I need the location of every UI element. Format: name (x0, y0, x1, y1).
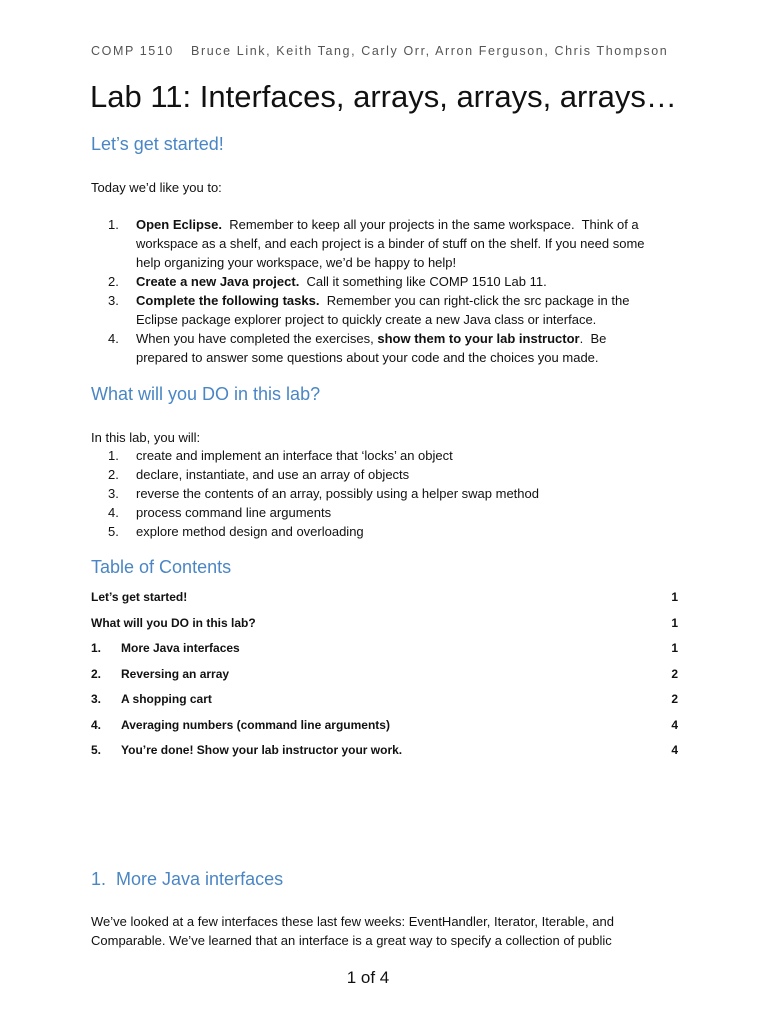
course-code: COMP 1510 (91, 44, 174, 58)
list-item: 3. Complete the following tasks. Remember you can right-click the src package in the Eclipse package explorer project to quickly create a new Java class or interface. (108, 293, 630, 327)
heading-table-of-contents: Table of Contents (91, 557, 232, 577)
page-title: Lab 11: Interfaces, arrays, arrays, arrays… (90, 79, 677, 114)
list-item: 4. When you have completed the exercises, show them to your lab instructor. Be prepared to answer some questions about your code and the choices you made. (108, 331, 607, 365)
list-item: 4. process command line arguments (108, 505, 332, 520)
toc-entry[interactable]: 5. You’re done! Show your lab instructor your work. 4 (91, 743, 678, 757)
list-item: 2. Create a new Java project. Call it something like COMP 1510 Lab 11. (108, 274, 547, 289)
toc-entry[interactable]: 2. Reversing an array 2 (91, 666, 678, 681)
started-steps (108, 215, 708, 367)
started-intro: Today we’d like you to: (91, 180, 222, 195)
section1-line-1: We’ve looked at a few interfaces these last few weeks: EventHandler, Iterator, Iterable, and (91, 914, 614, 929)
heading-lets-get-started: Let’s get started! (91, 134, 224, 154)
heading-what-will-you-do: What will you DO in this lab? (91, 384, 321, 404)
do-list (108, 446, 708, 541)
list-item: 1. Open Eclipse. Remember to keep all your projects in the same workspace. Think of a workspace as a shelf, and each project is a binder of stuff on the shelf. If you need some help organizing your workspace, we’d be happy to help! (108, 217, 645, 270)
do-intro: In this lab, you will: (91, 430, 201, 445)
page-number: 1 of 4 (346, 968, 390, 987)
list-item: 2. declare, instantiate, and use an array of objects (108, 467, 410, 482)
page-header (91, 44, 668, 58)
heading-more-java-interfaces: 1. More Java interfaces (91, 869, 284, 889)
table-of-contents (91, 590, 678, 769)
toc-entry[interactable]: 1. More Java interfaces 1 (91, 641, 678, 655)
list-item: 5. explore method design and overloading (108, 524, 364, 539)
authors: Bruce Link, Keith Tang, Carly Orr, Arron Ferguson, Chris Thompson (191, 44, 669, 58)
toc-entry[interactable]: 4. Averaging numbers (command line arguments) 4 (91, 717, 678, 732)
section1-line-2: Comparable. We’ve learned that an interface is a great way to specify a collection of public (91, 933, 612, 948)
toc-entry[interactable]: 3. A shopping cart 2 (91, 692, 678, 706)
list-item: 3. reverse the contents of an array, possibly using a helper swap method (108, 486, 539, 501)
toc-entry[interactable]: What will you DO in this lab? 1 (91, 615, 678, 630)
list-item: 1. create and implement an interface that ‘locks’ an object (108, 448, 453, 463)
toc-entry[interactable]: Let’s get started! 1 (91, 590, 678, 604)
